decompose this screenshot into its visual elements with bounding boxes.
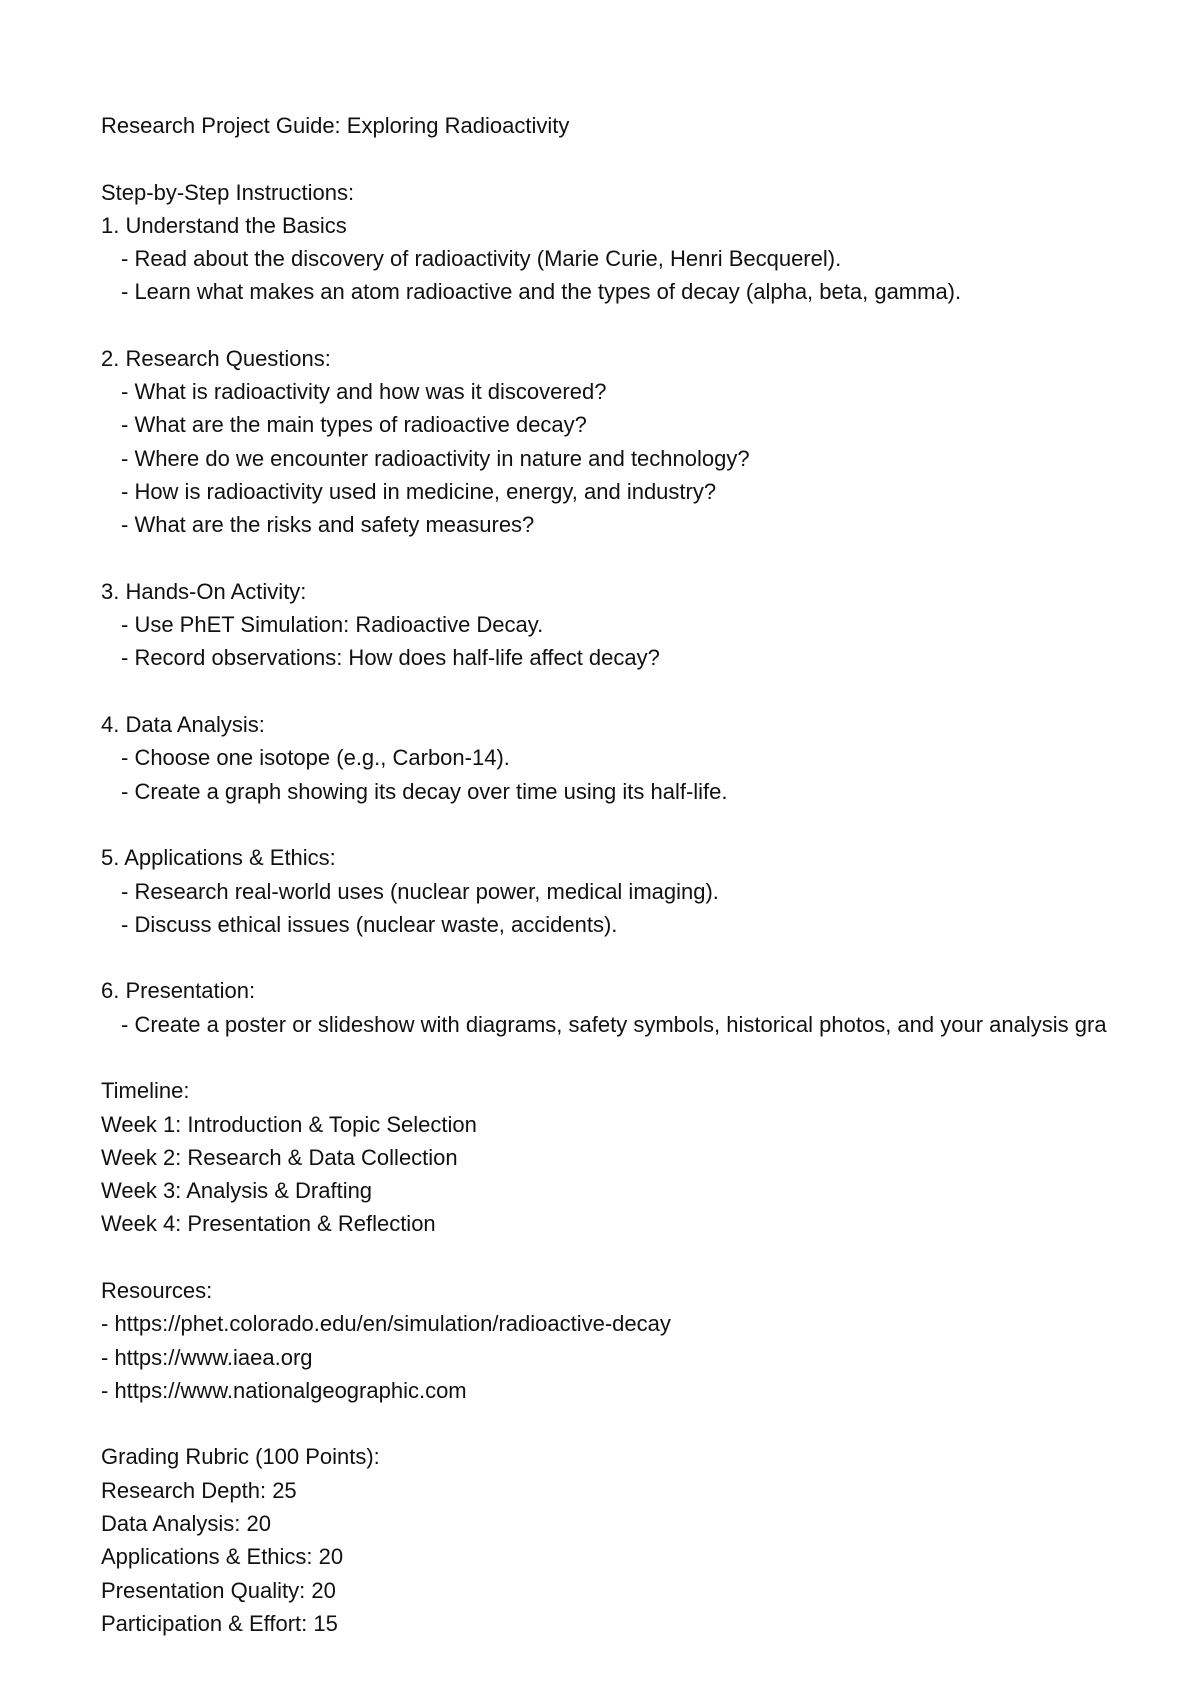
rubric-item: Participation & Effort: 15 xyxy=(101,1611,338,1636)
rubric-item: Applications & Ethics: 20 xyxy=(101,1544,344,1569)
timeline-week: Week 2: Research & Data Collection xyxy=(101,1145,458,1170)
resource-link: - https://www.iaea.org xyxy=(101,1345,313,1370)
step-item: - What is radioactivity and how was it discovered? xyxy=(121,379,607,404)
timeline-week: Week 1: Introduction & Topic Selection xyxy=(101,1112,477,1137)
rubric-item: Research Depth: 25 xyxy=(101,1478,297,1503)
document-title: Research Project Guide: Exploring Radioactivity xyxy=(101,113,570,138)
step-heading: 5. Applications & Ethics: xyxy=(101,845,336,870)
resources-heading: Resources: xyxy=(101,1278,213,1303)
step-heading: 3. Hands-On Activity: xyxy=(101,579,307,604)
rubric-heading: Grading Rubric (100 Points): xyxy=(101,1444,380,1469)
step-heading: 4. Data Analysis: xyxy=(101,712,265,737)
step-heading: 6. Presentation: xyxy=(101,978,256,1003)
step-item: - Create a graph showing its decay over time using its half-life. xyxy=(121,779,728,804)
step-item: - Discuss ethical issues (nuclear waste, accidents). xyxy=(121,912,618,937)
step-item: - What are the main types of radioactive decay? xyxy=(121,412,587,437)
timeline-heading: Timeline: xyxy=(101,1078,190,1103)
step-item: - Create a poster or slideshow with diagrams, safety symbols, historical photos, and your analysis gra xyxy=(121,1012,1107,1037)
timeline-week: Week 4: Presentation & Reflection xyxy=(101,1211,436,1236)
rubric-item: Presentation Quality: 20 xyxy=(101,1578,336,1603)
step-item: - How is radioactivity used in medicine, energy, and industry? xyxy=(121,479,717,504)
resource-link: - https://www.nationalgeographic.com xyxy=(101,1378,467,1403)
instructions-heading: Step-by-Step Instructions: xyxy=(101,180,355,205)
step-item: - What are the risks and safety measures? xyxy=(121,512,535,537)
step-item: - Where do we encounter radioactivity in nature and technology? xyxy=(121,446,750,471)
step-item: - Learn what makes an atom radioactive and the types of decay (alpha, beta, gamma). xyxy=(121,279,962,304)
step-item: - Research real-world uses (nuclear power, medical imaging). xyxy=(121,879,719,904)
step-heading: 2. Research Questions: xyxy=(101,346,331,371)
step-item: - Record observations: How does half-life affect decay? xyxy=(121,645,660,670)
step-item: - Choose one isotope (e.g., Carbon-14). xyxy=(121,745,510,770)
step-heading: 1. Understand the Basics xyxy=(101,213,347,238)
timeline-week: Week 3: Analysis & Drafting xyxy=(101,1178,373,1203)
resource-link: - https://phet.colorado.edu/en/simulation/radioactive-decay xyxy=(101,1311,671,1336)
step-item: - Use PhET Simulation: Radioactive Decay. xyxy=(121,612,544,637)
rubric-item: Data Analysis: 20 xyxy=(101,1511,271,1536)
step-item: - Read about the discovery of radioactivity (Marie Curie, Henri Becquerel). xyxy=(121,246,842,271)
